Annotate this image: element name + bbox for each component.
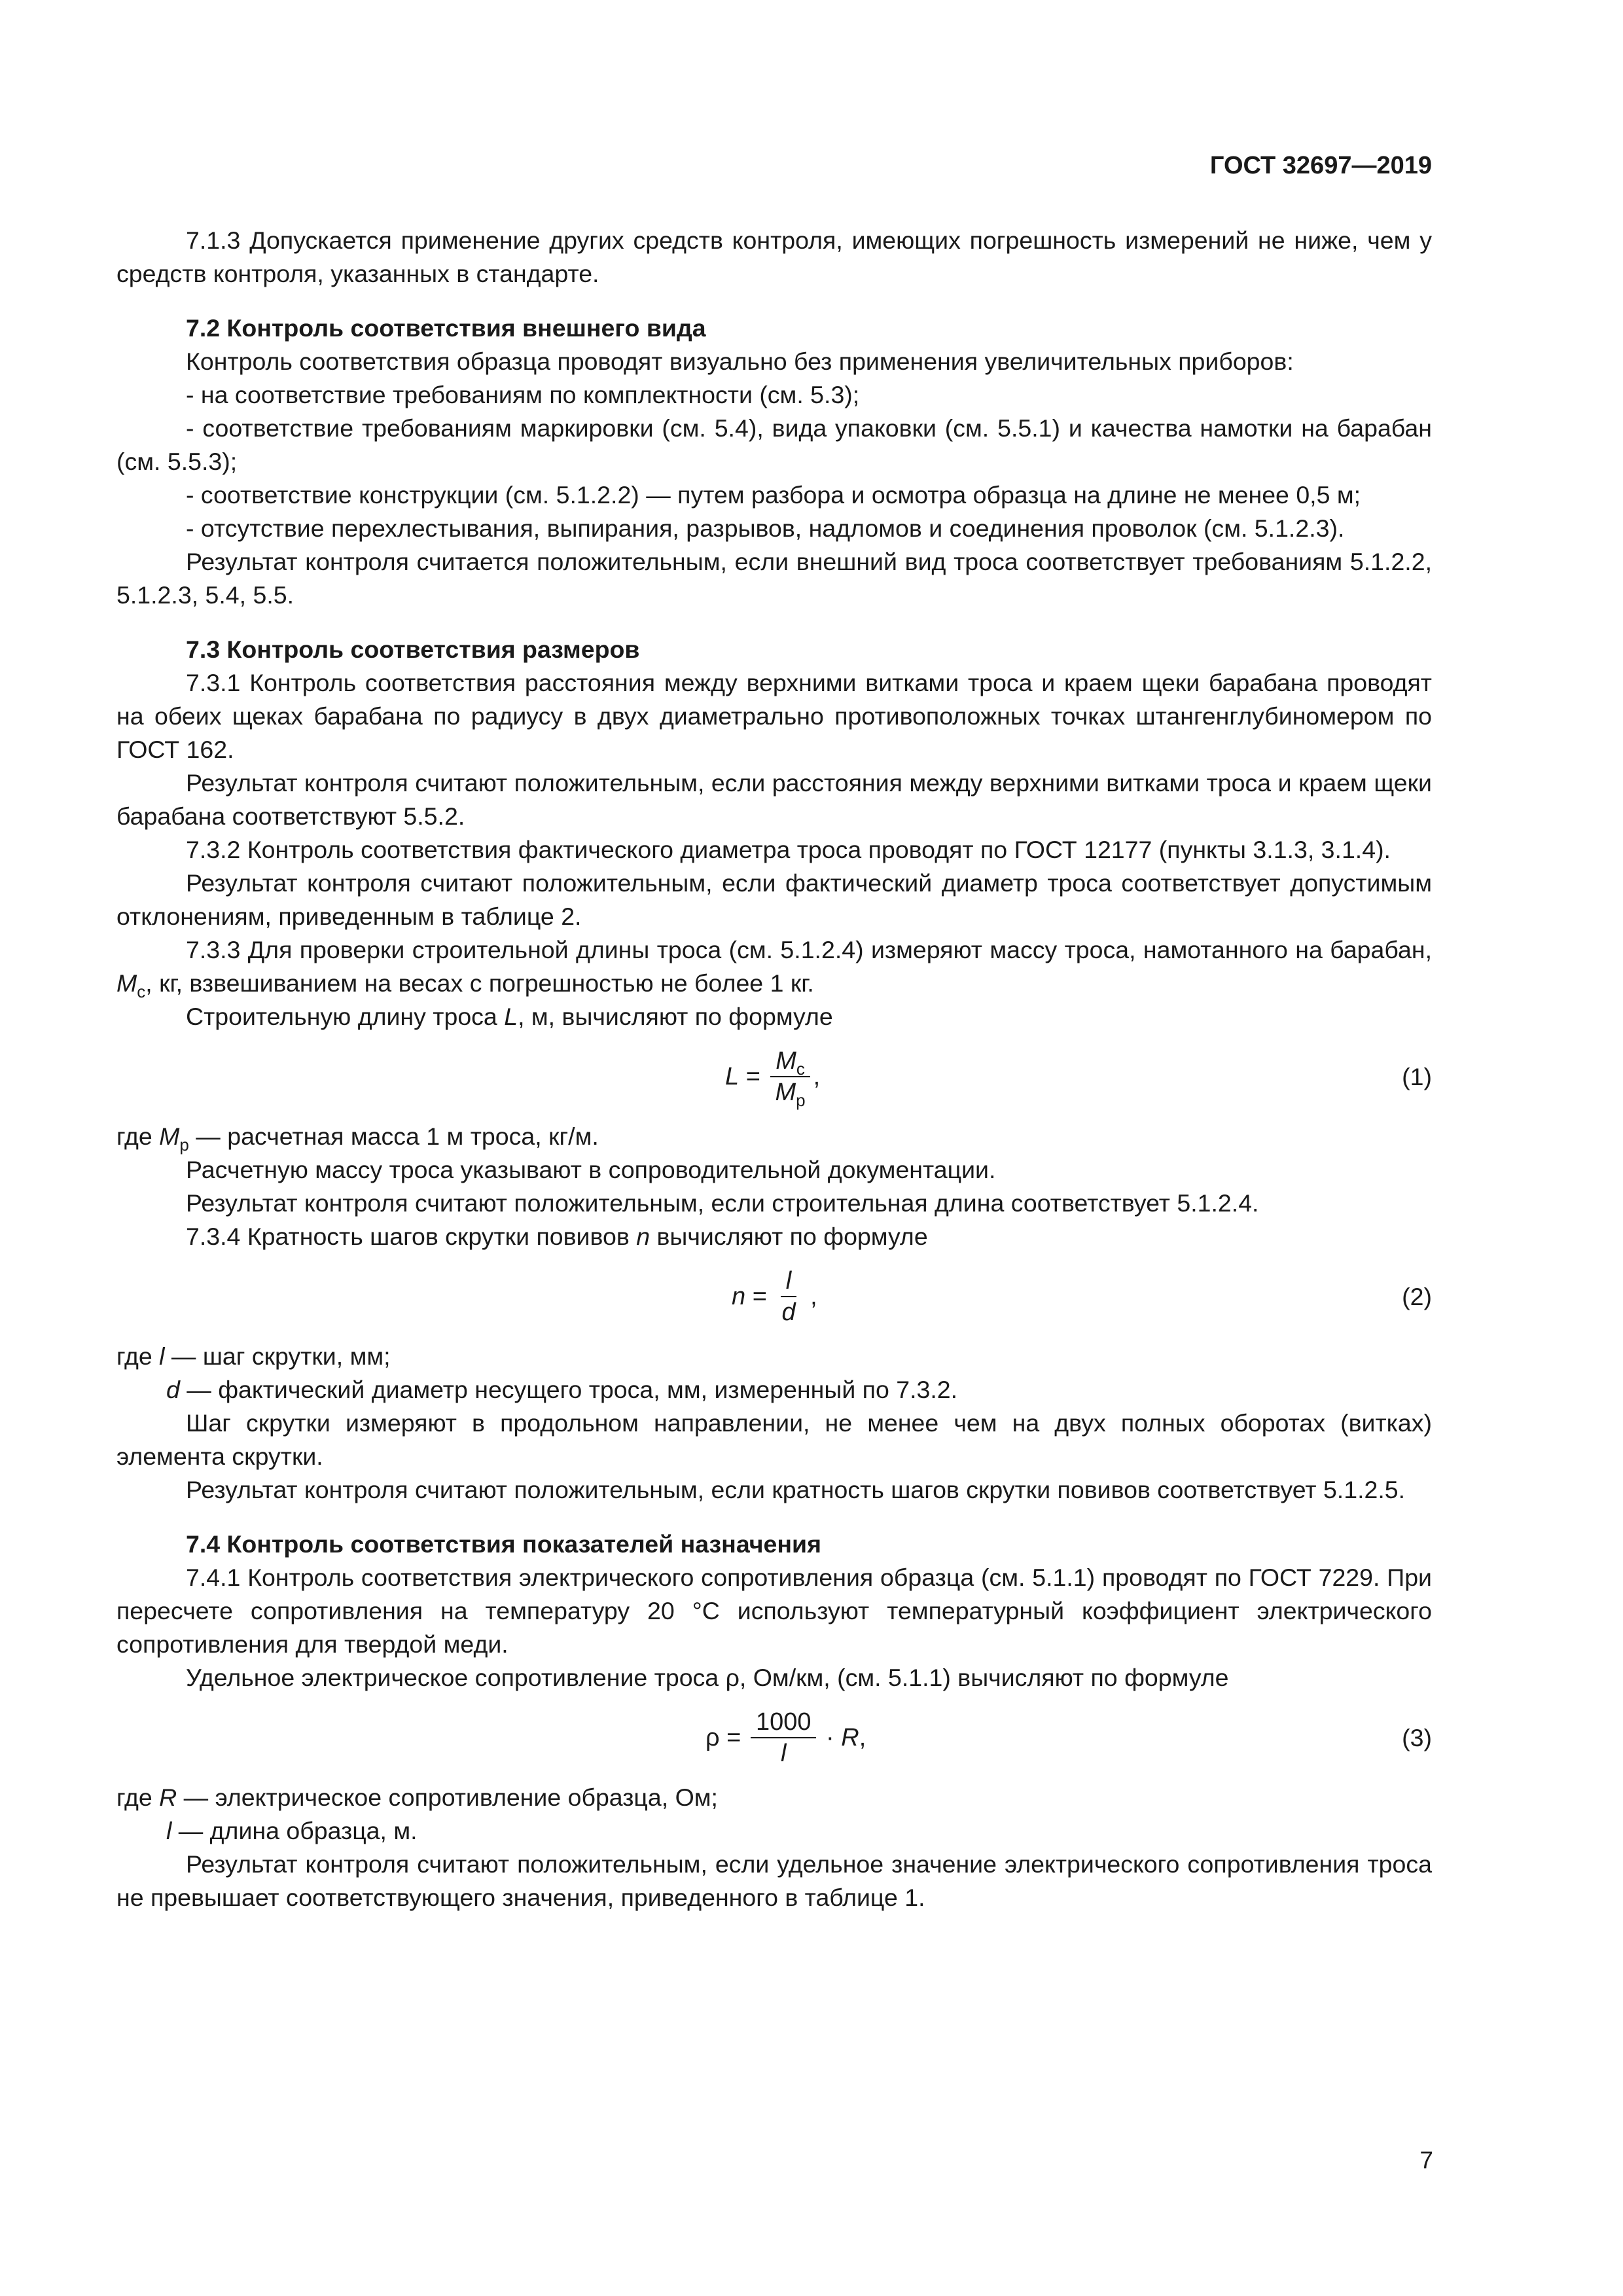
formula-3: ρ = $\frac{1000}{l}$ · R , (3) — [116, 1695, 1432, 1781]
heading-7-3: 7.3 Контроль соответствия размеров — [186, 636, 640, 663]
formula-1: L = $\frac{M_с}{M_р}$ , (1) — [116, 1033, 1432, 1120]
paragraph-resistance-result: Результат контроля считают положительным, если удельное значение электрического сопротивления троса не превышает соответствующего значения, приведенного в таблице 1. — [116, 1850, 1432, 1911]
where-clause-1: где $M_р$ — расчетная масса 1 м троса, кг/м. — [116, 1122, 599, 1155]
paragraph-7-3-2: 7.3.2 Контроль соответствия фактического диаметра троса проводят по ГОСТ 12177 (пункты 3.1.3, 3.1.4). — [186, 836, 1391, 863]
formula-number: (1) — [1402, 1063, 1432, 1090]
where-clause-2a: где l — шаг скрутки, мм; — [116, 1342, 391, 1370]
document-header: ГОСТ 32697—2019 — [1209, 152, 1432, 179]
paragraph-7-1-3: 7.1.3 Допускается применение других средств контроля, имеющих погрешность измерений не ниже, чем у средств контроля, указанных в стандарте. — [116, 226, 1432, 287]
list-item: - отсутствие перехлестывания, выпирания, разрывов, надломов и соединения проволок (см. 5.1.2.3). — [186, 514, 1345, 542]
heading-7-2: 7.2 Контроль соответствия внешнего вида — [186, 314, 706, 342]
paragraph-7-3-1: 7.3.1 Контроль соответствия расстояния между верхними витками троса и краем щеки барабана проводят на обеих щеках барабана по радиусу в двух диаметрально противоположных точках штангенглубиномером по ГОСТ 162. — [116, 669, 1432, 763]
formula-2: n = $\frac{l}{d}$ , (2) — [116, 1253, 1432, 1340]
paragraph-step-result: Результат контроля считают положительным, если кратность шагов скрутки повивов соответствует 5.1.2.5. — [186, 1476, 1406, 1503]
page-number: 7 — [1419, 2147, 1433, 2174]
paragraph-7-3-2-result: Результат контроля считают положительным, если фактический диаметр троса соответствует допустимым отклонениям, приведенным в таблице 2. — [116, 869, 1432, 930]
fraction: $\frac{1000}{l}$ — [751, 1707, 817, 1768]
paragraph-7-3-1-result: Результат контроля считают положительным, если расстояния между верхними витками троса и краем щеки барабана соответствуют 5.5.2. — [116, 769, 1432, 830]
list-item: - на соответствие требованиям по комплектности (см. 5.3); — [186, 381, 860, 408]
paragraph-7-3-4: 7.3.4 Кратность шагов скрутки повивов n вычисляют по формуле — [186, 1223, 928, 1250]
formula-number: (2) — [1402, 1283, 1432, 1310]
document-body — [116, 224, 1432, 1914]
paragraph-7-3-3: 7.3.3 Для проверки строительной длины троса (см. 5.1.2.4) измеряют массу троса, намотанного на барабан, $M_с$, кг, взвешиванием на весах с погрешностью не более 1 кг. — [116, 936, 1432, 1001]
where-clause-2b: d — фактический диаметр несущего троса, мм, измеренный по 7.3.2. — [166, 1376, 958, 1403]
where-clause-3a: где R — электрическое сопротивление образца, Ом; — [116, 1784, 718, 1811]
paragraph-7-2-intro: Контроль соответствия образца проводят визуально без применения увеличительных приборов: — [186, 348, 1294, 375]
fraction: $\frac{l}{d}$ — [781, 1267, 796, 1326]
paragraph-step: Шаг скрутки измеряют в продольном направлении, не менее чем на двух полных оборотах (витках) элемента скрутки. — [116, 1409, 1432, 1470]
formula-number: (3) — [1402, 1724, 1432, 1751]
paragraph-length-intro: Строительную длину троса L, м, вычисляют по формуле — [186, 1003, 833, 1030]
heading-7-4: 7.4 Контроль соответствия показателей назначения — [186, 1530, 821, 1558]
list-item: - соответствие требованиям маркировки (см. 5.4), вида упаковки (см. 5.5.1) и качества намотки на барабан (см. 5.5.3); — [116, 414, 1432, 475]
paragraph-length-result: Результат контроля считают положительным, если строительная длина соответствует 5.1.2.4. — [186, 1189, 1259, 1217]
paragraph-mass-doc: Расчетную массу троса указывают в сопроводительной документации. — [186, 1156, 996, 1183]
paragraph-7-4-1: 7.4.1 Контроль соответствия электрического сопротивления образца (см. 5.1.1) проводят по ГОСТ 7229. При пересчете сопротивления на температуру 20 °С используют температурный коэффициент электрического сопротивления для твердой меди. — [116, 1564, 1432, 1658]
paragraph-7-2-result: Результат контроля считается положительным, если внешний вид троса соответствует требованиям 5.1.2.2, 5.1.2.3, 5.4, 5.5. — [116, 548, 1432, 609]
list-item: - соответствие конструкции (см. 5.1.2.2) — путем разбора и осмотра образца на длине не менее 0,5 м; — [186, 481, 1361, 509]
where-clause-3b: l — длина образца, м. — [166, 1817, 418, 1844]
paragraph-resistance-intro: Удельное электрическое сопротивление троса ρ, Ом/км, (см. 5.1.1) вычисляют по формуле — [186, 1664, 1229, 1691]
fraction: $\frac{M_с}{M_р}$ — [770, 1046, 810, 1107]
